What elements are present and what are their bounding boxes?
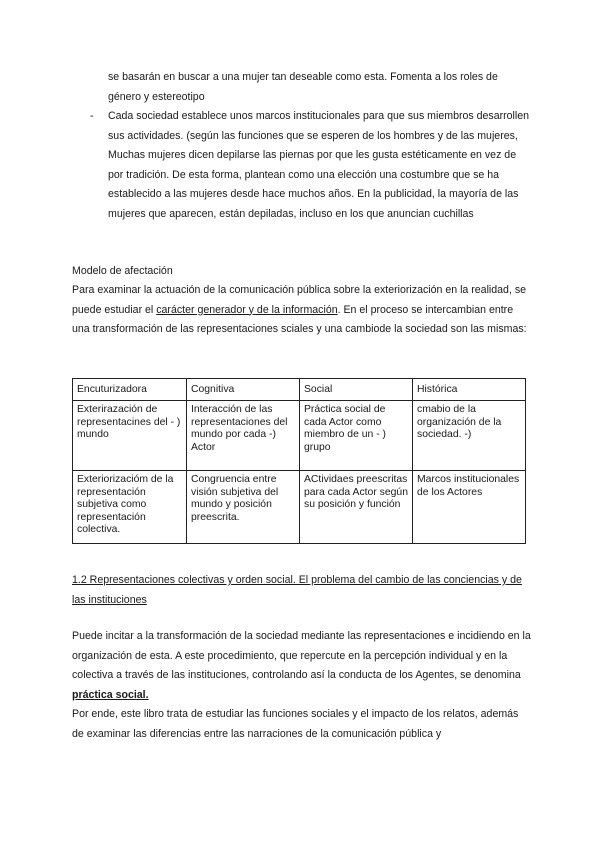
model-paragraph — [72, 281, 532, 340]
practice-paragraph — [72, 627, 532, 705]
table-cell: ACtividaes preescritas para cada Actor según su posición y función — [300, 471, 413, 544]
table-header-row — [73, 379, 526, 401]
affectation-table — [72, 378, 526, 544]
table-row — [73, 471, 526, 544]
header-cell: Cognitiva — [187, 379, 300, 401]
header-cell: Social — [300, 379, 413, 401]
table-row — [73, 401, 526, 471]
bullet-marker: - — [90, 110, 94, 122]
table-cell: Congruencia entre visión subjetiva del mundo y posición preescrita. — [187, 471, 300, 544]
section-title-modelo: Modelo de afectación — [72, 265, 173, 277]
header-cell: Histórica — [413, 379, 526, 401]
header-cell: Encuturizadora — [73, 379, 187, 401]
bullet-paragraph: Cada sociedad establece unos marcos institucionales para que sus miembros desarrollen sus actividades. (según las funciones que se esperen de los hombres y de las mujeres, Muchas mujeres dicen depilarse las piernas por que les gusta estéticamente en vez de por tradición. De esta forma, plantean como una elección una costumbre que se ha establecido a las mujeres desde hace muchos años. En la publicidad, la mayoría de las mujeres que aparecen, están depiladas, incluso en los que anuncian cuchillas — [108, 110, 530, 220]
table-cell: Exterirazación de representacines del - ) mundo — [73, 401, 187, 471]
continued-bullet-text: se basarán en buscar a una mujer tan deseable como esta. Fomenta a los roles de género y estereotipo — [108, 71, 498, 103]
table-cell: Práctica social de cada Actor como miembro de un - ) grupo — [300, 401, 413, 471]
table-cell: Exteriorizacióm de la representación subjetiva como representación colectiva. — [73, 471, 187, 544]
model-paragraph-underlined: carácter generador y de la información — [156, 303, 338, 316]
practice-paragraph-text: Puede incitar a la transformación de la sociedad mediante las representaciones e incidiendo en la organización de esta. A este procedimiento, que repercute en la percepción individual y en la colectiva a través de las instituciones, controlando así la conducta de los Agentes, se denomina — [72, 630, 531, 681]
model-paragraph-start: Para examinar la actuación de la comunicación pública sobre la exteriorización en la realidad, se puede estudiar el — [72, 284, 527, 316]
table-cell: Marcos institucionales de los Actores — [413, 471, 526, 544]
closing-paragraph: Por ende, este libro trata de estudiar las funciones sociales y el impacto de los relatos, además de examinar las diferencias entre las narraciones de la comunicación pública y — [72, 708, 519, 740]
table-cell: Interacción de las representaciones del mundo por cada -) Actor — [187, 401, 300, 471]
table-cell: cmabio de la organización de la sociedad. -) — [413, 401, 526, 471]
model-paragraph-end: . En el proceso se intercambian entre una transformación de las representaciones sciales y una cambiode la sociedad son las mismas: — [72, 303, 527, 335]
practice-term: práctica social. — [72, 688, 149, 701]
section-heading: 1.2 Representaciones colectivas y orden social. El problema del cambio de las conciencias y de las instituciones — [72, 574, 522, 606]
